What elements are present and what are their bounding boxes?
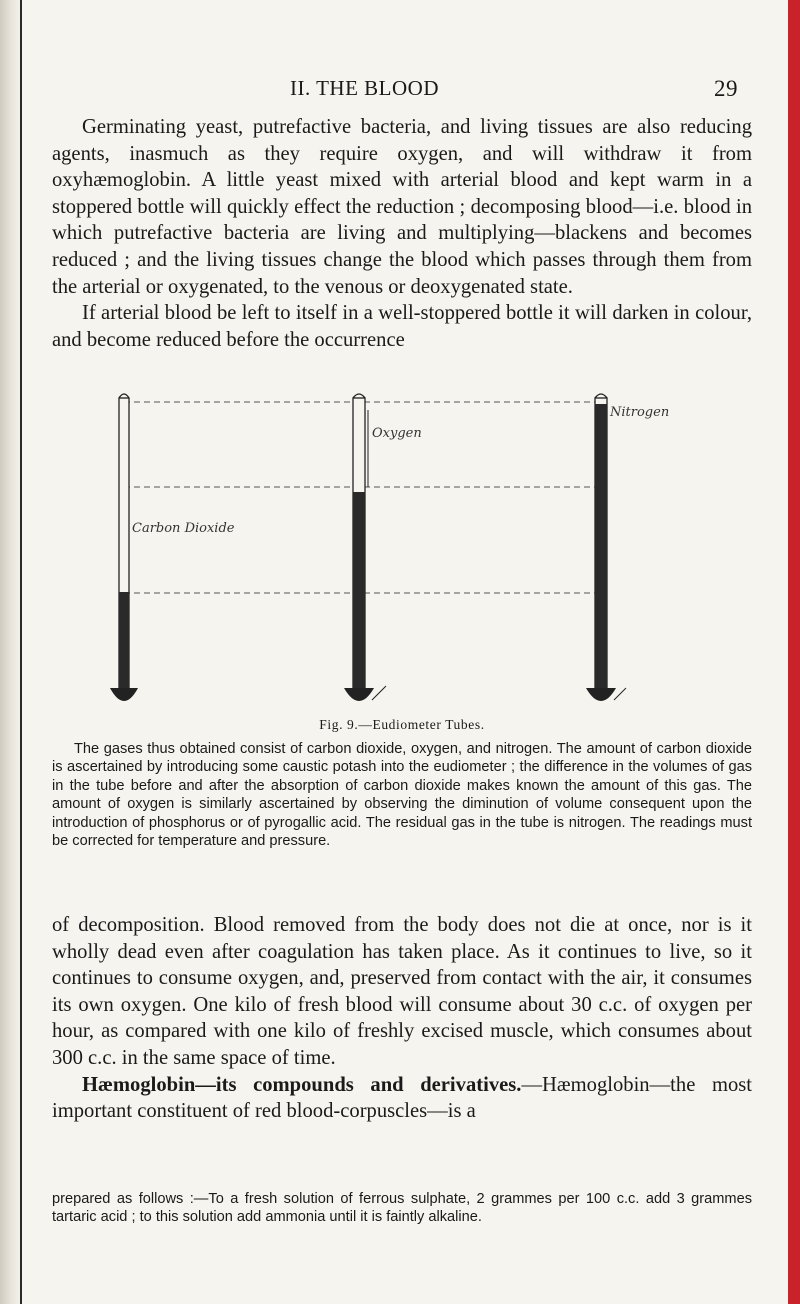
section-text: —Hæmoglobin—the most important constituent of red blood-corpuscles—is a xyxy=(52,1073,752,1123)
label-oxygen: Oxygen xyxy=(372,426,422,441)
figure-note-text: The gases thus obtained consist of carbon dioxide, oxygen, and nitrogen. The amount of carbon dioxide is ascertained by introducing some caustic potash into the eudiometer ; the difference in the volumes of gas in the tube before and after the absorption of carbon dioxide makes known the amount of this gas. The amount of oxygen is similarly ascertained by observing the diminution of volume consequent upon the introduction of phosphorus or of pyrogallic acid. The residual gas in the tube is nitrogen. The readings must be corrected for temperature and pressure. xyxy=(52,741,752,850)
paragraph-haemoglobin xyxy=(52,1072,752,1125)
small-text-paragraph: prepared as follows :—To a fresh solution of ferrous sulphate, 2 grammes per 100 c.c. add 3 grammes tartaric acid ; to this solution add ammonia until it is faintly alkaline. xyxy=(52,1191,752,1226)
figure-note xyxy=(52,740,752,850)
page-number: 29 xyxy=(714,76,738,101)
paragraph-reducing-agents: Germinating yeast, putrefactive bacteria, and living tissues are also reducing agents, inasmuch as they require oxygen, and will withdraw it from oxyhæmoglobin. A little yeast mixed with arterial blood and kept warm in a stoppered bottle will quickly effect the reduction ; decomposing blood—i.e. blood in which putrefactive bacteria are living and multiplying—blackens and becomes reduced ; and the living tissues change the blood which passes through them from the arterial or oxygenated, to the venous or deoxygenated state. xyxy=(52,116,752,298)
paragraph-decomposition: of decomposition. Blood removed from the body does not die at once, nor is it wholly dead even after coagulation has taken place. As it continues to live, so it continues to consume oxygen, and, preserved from contact with the air, it consumes its own oxygen. One kilo of fresh blood will consume about 30 c.c. of oxygen per hour, as compared with one kilo of freshly excised muscle, which consumes about 300 c.c. in the same space of time. xyxy=(52,914,752,1069)
label-nitrogen: Nitrogen xyxy=(610,405,670,420)
paragraph-arterial-blood: If arterial blood be left to itself in a well-stoppered bottle it will darken in colour, and become reduced before the occurrence xyxy=(52,302,752,351)
figure-caption: Fig. 9.—Eudiometer Tubes. xyxy=(319,717,485,732)
running-head: II. THE BLOOD xyxy=(290,76,440,100)
body-paragraphs-bottom xyxy=(52,912,752,1125)
small-text-block xyxy=(52,1190,752,1227)
label-carbon-dioxide: Carbon Dioxide xyxy=(132,521,235,536)
tube-nitrogen xyxy=(586,394,626,701)
section-heading: Hæmoglobin—its compounds and derivatives. xyxy=(82,1073,522,1096)
tube-carbon-dioxide xyxy=(110,394,138,701)
